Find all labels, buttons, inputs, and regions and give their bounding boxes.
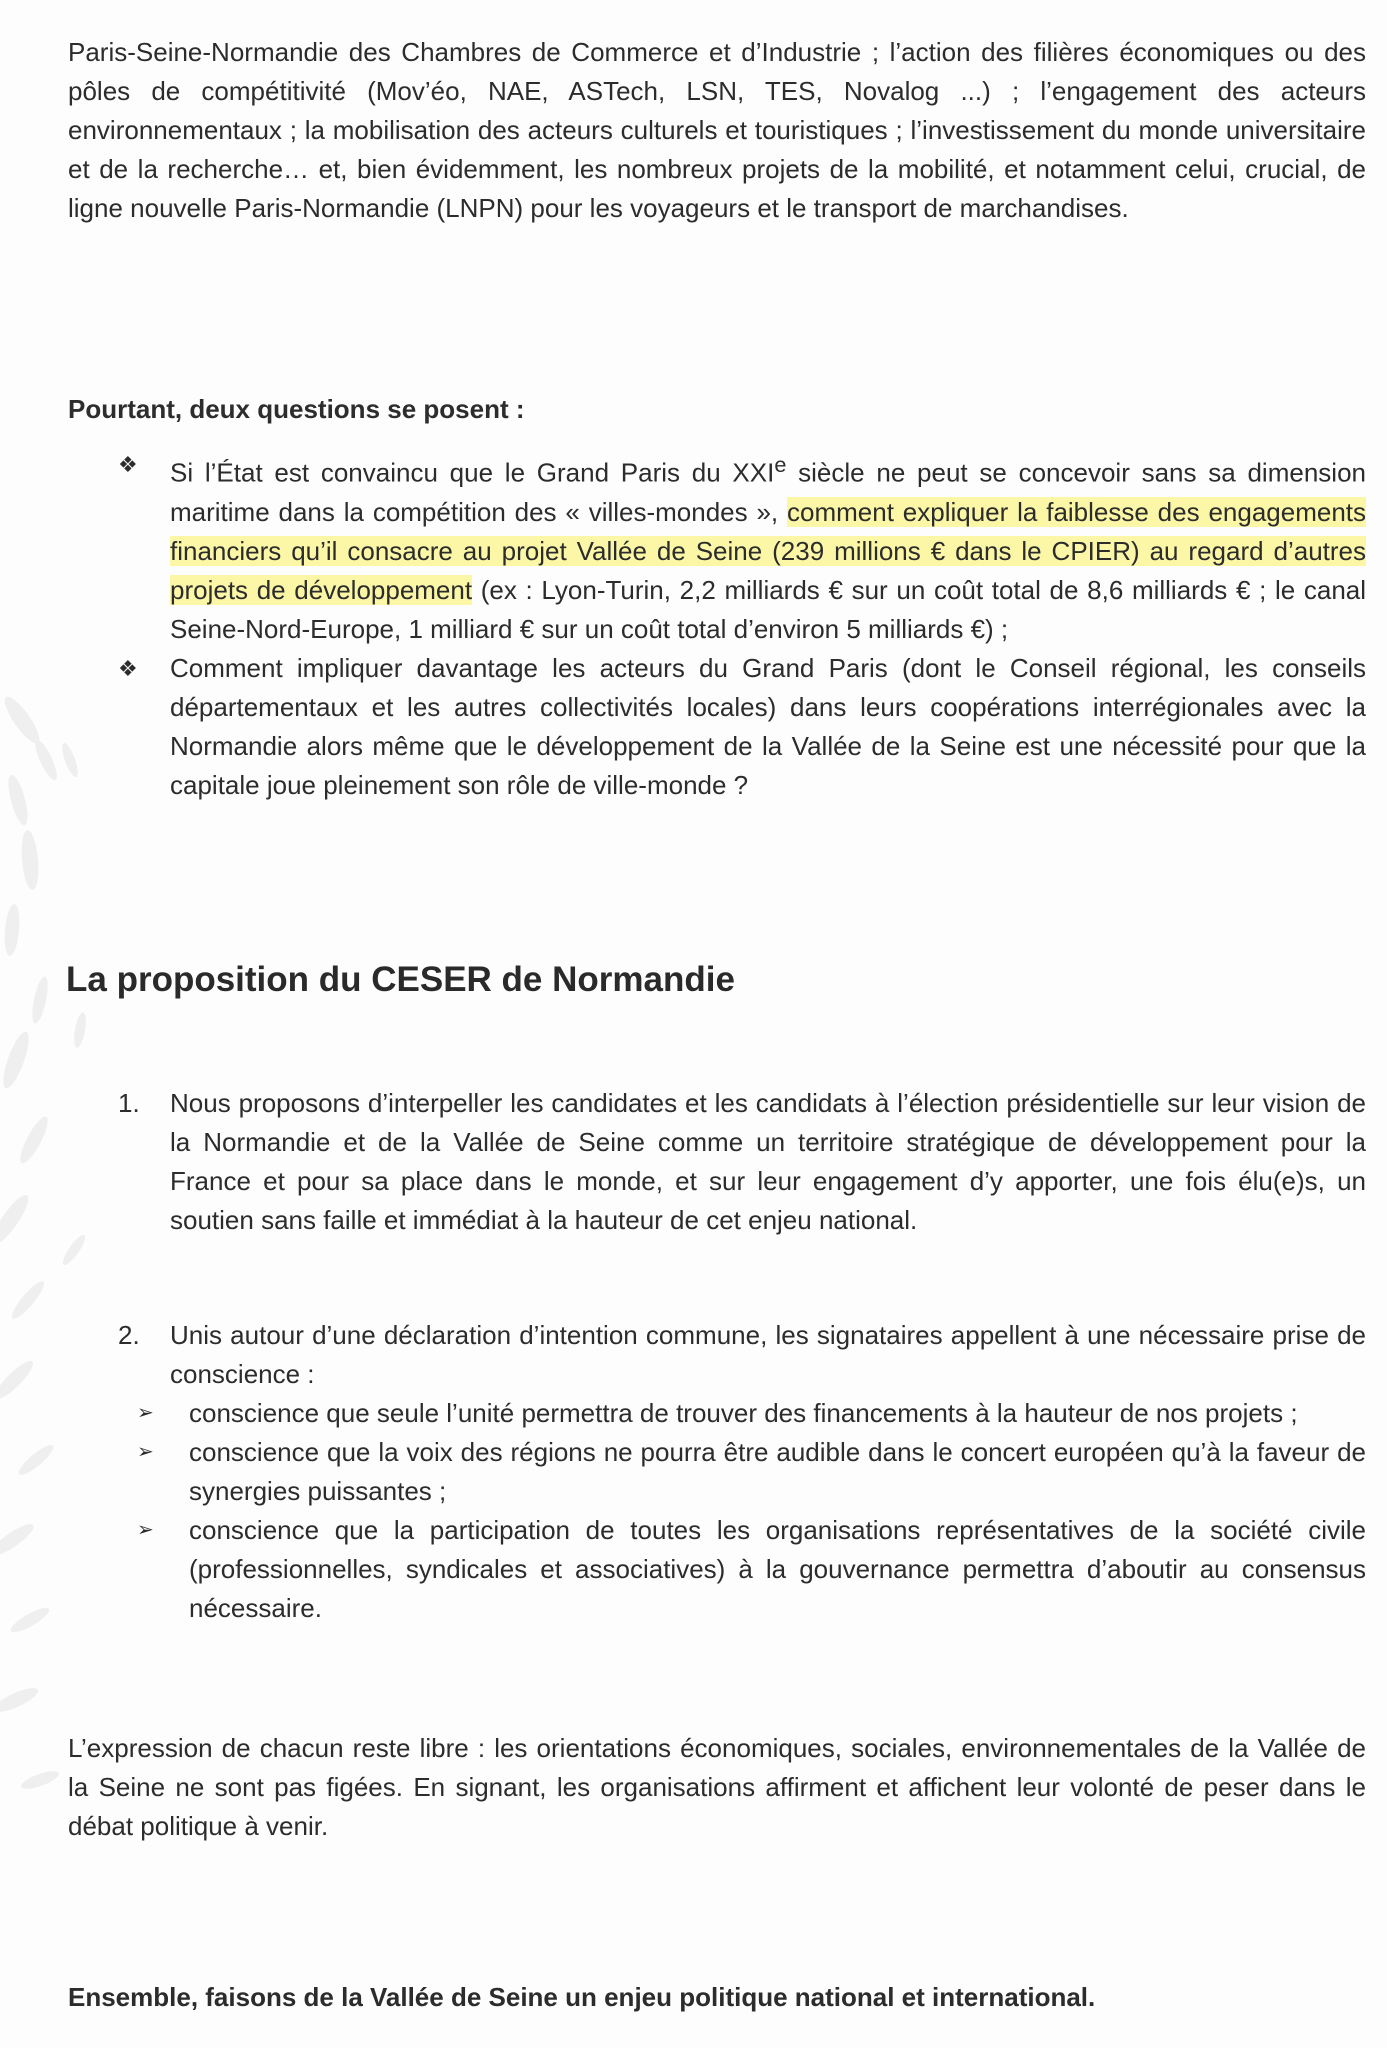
proposal-number-1: 1. <box>118 1088 140 1118</box>
superscript-e: e <box>774 452 787 477</box>
arrow-bullet-icon: ➢ <box>137 1441 154 1463</box>
proposal-list-1 <box>68 1084 1366 1240</box>
proposal-2-text: Unis autour d’une déclaration d’intention commune, les signataires appellent à une nécessaire prise de conscience : <box>170 1320 1366 1389</box>
subitem-3-text: conscience que la participation de toutes les organisations représentatives de la société civile (professionnelles, syndicales et associatives) à la gouvernance permettra d’aboutir au consensus nécessaire. <box>189 1515 1366 1623</box>
highlighted-passage: comment expliquer la faiblesse des engagements financiers qu’il consacre au projet Vallée de Seine (239 millions € dans le CPIER) au regard d’autres projets de développement <box>170 496 1366 605</box>
subitem-2-text: conscience que la voix des régions ne pourra être audible dans le concert européen qu’à la faveur de synergies puissantes ; <box>189 1437 1366 1506</box>
subitem-1 <box>68 1394 1366 1433</box>
question-item-1 <box>68 445 1366 649</box>
question-2-text: Comment impliquer davantage les acteurs du Grand Paris (dont le Conseil régional, les conseils départementaux et les autres collectivités locales) dans leurs coopérations interrégionales avec la Normandie alors même que le développement de la Vallée de la Seine est une nécessité pour que la capitale joue pleinement son rôle de ville-monde ? <box>170 652 1366 800</box>
question-1-text-before: Si l’État est convaincu que le Grand Paris du XXI <box>170 457 775 488</box>
diamond-bullet-icon: ❖ <box>118 452 138 477</box>
arrow-bullet-icon: ➢ <box>137 1519 154 1541</box>
proposal-item-2 <box>68 1316 1366 1394</box>
question-item-2 <box>68 649 1366 805</box>
section-heading: La proposition du CESER de Normandie <box>66 960 735 999</box>
closing-paragraph: L’expression de chacun reste libre : les orientations économiques, sociales, environnementales de la Vallée de la Seine ne sont pas figées. En signant, les organisations affirment et affichent leur volonté de peser dans le débat politique à venir. <box>68 1733 1366 1841</box>
subitem-3 <box>68 1511 1366 1628</box>
subitem-1-text: conscience que seule l’unité permettra de trouver des financements à la hauteur de nos projets ; <box>189 1398 1298 1428</box>
proposal-number-2: 2. <box>118 1320 140 1350</box>
arrow-list <box>68 1394 1366 1628</box>
questions-title: Pourtant, deux questions se posent : <box>68 394 525 424</box>
final-statement: Ensemble, faisons de la Vallée de Seine un enjeu politique national et international. <box>68 1982 1096 2012</box>
subitem-2 <box>68 1433 1366 1511</box>
diamond-bullet-icon: ❖ <box>118 655 138 681</box>
question-1-text-mid: siècle ne peut se concevoir sans sa dimension maritime dans la compétition des « villes-mondes », <box>170 457 1366 527</box>
proposal-list-2 <box>68 1316 1366 1628</box>
question-1-text-after: (ex : Lyon-Turin, 2,2 milliards € sur un coût total de 8,6 milliards € ; le canal Seine-Nord-Europe, 1 milliard € sur un coût total d’environ 5 milliards €) ; <box>170 574 1367 644</box>
arrow-bullet-icon: ➢ <box>137 1402 154 1424</box>
proposal-2-subitems <box>68 1394 1366 1628</box>
questions-list <box>68 445 1366 805</box>
proposal-1-text: Nous proposons d’interpeller les candidates et les candidats à l’élection présidentielle sur leur vision de la Normandie et de la Vallée de Seine comme un territoire stratégique de développement pour la France et pour sa place dans le monde, et sur leur engagement d’y apporter, une fois élu(e)s, un soutien sans faille et immédiat à la hauteur de cet enjeu national. <box>170 1088 1366 1235</box>
proposal-item-1 <box>68 1084 1366 1240</box>
intro-paragraph: Paris-Seine-Normandie des Chambres de Commerce et d’Industrie ; l’action des filières économiques ou des pôles de compétitivité (Mov’éo, NAE, ASTech, LSN, TES, Novalog ...) ; l’engagement des acteurs environnementaux ; la mobilisation des acteurs culturels et touristiques ; l’investissement du monde universitaire et de la recherche… et, bien évidemment, les nombreux projets de la mobilité, et notamment celui, crucial, de ligne nouvelle Paris-Normandie (LNPN) pour les voyageurs et le transport de marchandises. <box>68 37 1366 223</box>
